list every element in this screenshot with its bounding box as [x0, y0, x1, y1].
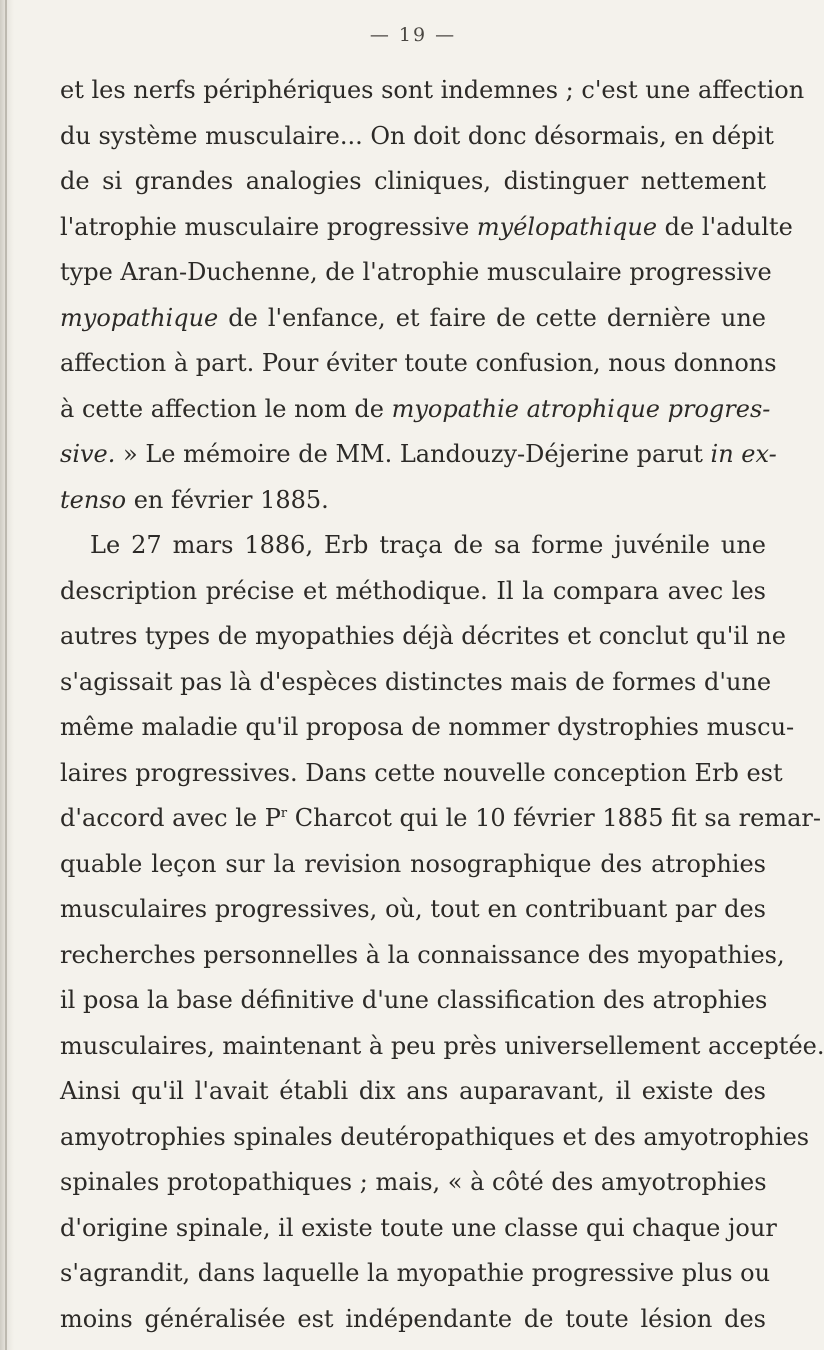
text-segment: musculaires progressives, où, tout en contribuant par des [60, 895, 766, 923]
page-number: — 19 — [369, 24, 457, 46]
text-segment: même maladie qu'il proposa de nommer dystrophies muscu- [60, 713, 795, 741]
text-line [60, 933, 785, 979]
italic-text: myélopathique [476, 212, 658, 241]
text-segment: du système musculaire... On doit donc désormais, en dépit [60, 121, 774, 150]
text-line [60, 205, 793, 251]
text-line [60, 68, 805, 114]
text-line [60, 1024, 824, 1070]
text-line [60, 387, 771, 433]
text-segment: amyotrophies spinales deutéropathiques et des amyotrophies [60, 1122, 810, 1151]
text-line [60, 1297, 766, 1343]
page-binding-edge [0, 0, 14, 1350]
text-segment: s'agissait pas là d'espèces distinctes mais de formes d'une [60, 667, 772, 696]
text-segment: moins généralisée est indépendante de toute lésion des [60, 1304, 766, 1333]
italic-text: tenso [60, 485, 127, 514]
text-line [60, 432, 777, 478]
text-segment: » Le mémoire de MM. Landouzy-Déjerine parut [115, 440, 711, 468]
text-line [60, 660, 772, 706]
text-line [60, 796, 821, 842]
text-segment: musculaires, maintenant à peu près universellement acceptée. [60, 1031, 824, 1060]
italic-text: sive. [60, 440, 116, 468]
text-segment: quable leçon sur la revision nosographique des atrophies [60, 849, 766, 878]
text-line [60, 705, 795, 751]
text-segment: de l'enfance, et faire de cette dernière une [218, 303, 766, 332]
paragraph [60, 68, 805, 523]
text-line [60, 842, 766, 888]
text-line [60, 751, 783, 797]
text-segment: recherches personnelles à la connaissance des myopathies, [60, 940, 785, 969]
paragraph [60, 523, 824, 1342]
text-segment: affection à part. Pour éviter toute confusion, nous donnons [60, 349, 777, 377]
text-line [60, 523, 766, 569]
text-segment: et les nerfs périphériques sont indemnes ; c'est une affection [60, 76, 805, 104]
text-segment: d'origine spinale, il existe toute une classe qui chaque jour [60, 1213, 777, 1242]
text-line [60, 1069, 766, 1115]
text-segment: à cette affection le nom de [60, 394, 392, 423]
text-line [60, 296, 766, 342]
text-segment: d'accord avec le P [60, 804, 281, 832]
body-text [60, 68, 824, 1342]
text-segment: de l'adulte [657, 212, 793, 241]
text-line [60, 478, 766, 524]
book-page [60, 20, 824, 1342]
text-line [60, 1251, 771, 1297]
text-line [60, 569, 766, 615]
text-segment: Le 27 mars 1886, Erb traça de sa forme juvénile une [90, 531, 766, 559]
text-segment: spinales protopathiques ; mais, « à côté des amyotrophies [60, 1168, 767, 1196]
text-line [60, 978, 766, 1024]
text-segment: laires progressives. Dans cette nouvelle conception Erb est [60, 758, 783, 787]
superscript-text: r [280, 806, 288, 821]
italic-text: myopathique [60, 303, 219, 332]
text-segment: type Aran-Duchenne, de l'atrophie musculaire progressive [60, 258, 772, 286]
text-line [60, 341, 777, 387]
text-segment: de si grandes analogies cliniques, distinguer nettement [60, 167, 766, 195]
text-line [60, 159, 766, 205]
text-line [60, 887, 766, 933]
text-segment: en février 1885. [126, 485, 329, 514]
text-segment: description précise et méthodique. Il la compara avec les [60, 576, 766, 605]
text-segment: s'agrandit, dans laquelle la myopathie progressive plus ou [60, 1259, 771, 1287]
text-line [60, 1115, 810, 1161]
text-segment: Ainsi qu'il l'avait établi dix ans auparavant, il existe des [60, 1077, 766, 1105]
text-line [60, 1160, 766, 1206]
text-line [60, 114, 774, 160]
text-segment: autres types de myopathies déjà décrites et conclut qu'il ne [60, 622, 786, 650]
text-segment: l'atrophie musculaire progressive [60, 212, 477, 241]
text-segment: Charcot qui le 10 février 1885 fit sa remar- [287, 804, 821, 832]
page-binding-line [5, 0, 7, 1350]
text-line [60, 614, 786, 660]
italic-text: in ex- [710, 440, 777, 468]
text-segment: il posa la base définitive d'une classification des atrophies [60, 986, 768, 1014]
text-line [60, 250, 772, 296]
text-line [60, 1206, 777, 1252]
italic-text: myopathie atrophique progres- [391, 394, 771, 423]
